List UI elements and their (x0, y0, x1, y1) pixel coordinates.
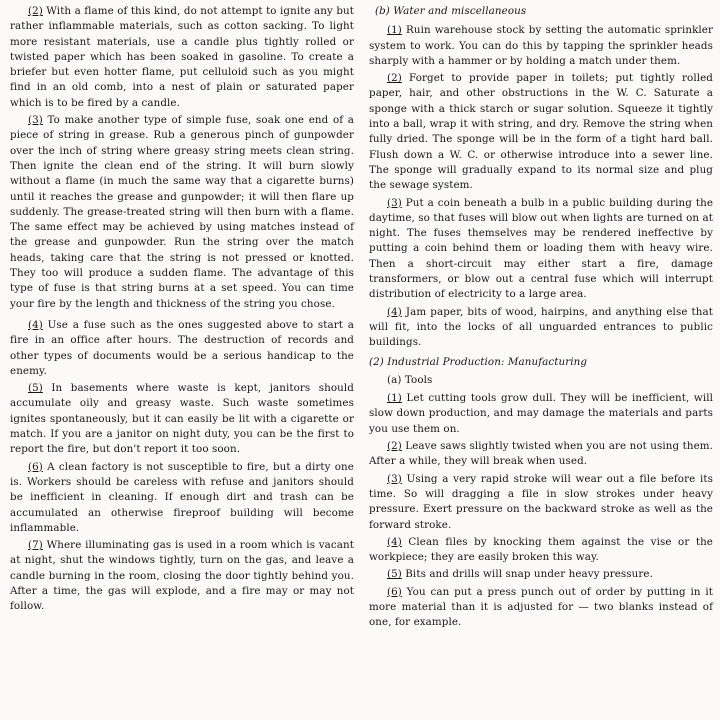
item-number: (6) (28, 460, 43, 473)
paragraph-text: With a flame of this kind, do not attempt to ignite any but rather inflammable materials, such as cotton sacking. To light more resistant materials, use a candle plus tightly rolled or twisted paper which has been soaked in gasoline. To create a briefer but even hotter flame, put celluloid such as you might find in an old comb, into a nest of plain or saturated paper which is to be fired by a candle. (10, 5, 354, 109)
left-column (10, 4, 354, 617)
paragraph (369, 567, 713, 582)
paragraph-text: In basements where waste is kept, janitors should accumulate oily and greasy waste. Such waste sometimes ignites spontaneously, but it can easily be lit with a cigarette or match. If you are a janitor on night duty, you can be the first to report the fire, but don't report it too soon. (10, 382, 354, 456)
item-number: (4) (387, 305, 402, 318)
paragraph (369, 439, 713, 470)
paragraph-text: Use a fuse such as the ones suggested above to start a fire in an office after hours. The destruction of records and other types of documents would be a serious handicap to the enemy. (10, 318, 355, 377)
paragraph-text: Using a very rapid stroke will wear out a file before its time. So will dragging a file in slow strokes under heavy pressure. Exert pressure on the backward stroke as well as the forward stroke. (369, 472, 714, 531)
paragraph (10, 318, 354, 379)
paragraph (369, 585, 713, 631)
paragraph-text: Leave saws slightly twisted when you are not using them. After a while, they will break when used. (369, 440, 714, 468)
paragraph (10, 538, 354, 614)
paragraph-text: Let cutting tools grow dull. They will be inefficient, will slow down production, and may damage the materials and parts you use them on. (369, 392, 714, 435)
item-number: (3) (28, 114, 43, 127)
item-number: (3) (387, 472, 402, 485)
paragraph-text: You can put a press punch out of order by putting in it more material than it is adjusted for — two blanks instead of one, for example. (369, 585, 713, 629)
paragraph-text: Bits and drills will snap under heavy pressure. (405, 568, 654, 581)
item-number: (4) (387, 535, 402, 548)
section-heading: (b) Water and miscellaneous (375, 5, 527, 17)
paragraph (369, 71, 713, 193)
section-heading: (2) Industrial Production: Manufacturing (369, 355, 588, 368)
item-number: (5) (28, 382, 43, 395)
paragraph (369, 472, 713, 533)
subsection-heading: (a) Tools (387, 373, 433, 386)
paragraph-text: To make another type of simple fuse, soak one end of a piece of string in grease. Rub a generous pinch of gunpowder over the inch of string where greasy string meets clean string. Then ignite the clean end of the string. It will burn slowly without a flame (in much the same way that a cigarette burns) until it reaches the grease and gunpowder; it will then flare up suddenly. The grease-treated string will then burn with a flame. The same effect may be achieved by using matches instead of the grease and gunpowder. Run the string over the match heads, taking care that the string is not pressed or knotted. They too will produce a sudden flame. The advantage of this type of fuse is that string burns at a set speed. You can time your fire by the length and thickness of the string you chose. (10, 114, 354, 310)
item-number: (5) (387, 568, 402, 581)
paragraph (369, 535, 713, 566)
paragraph-text: Where illuminating gas is used in a room which is vacant at night, shut the windows tightly, turn on the gas, and leave a candle burning in the room, closing the door tightly behind you. After a time, the gas will explode, and a fire may or may not follow. (10, 539, 354, 613)
right-column (369, 4, 713, 633)
paragraph (10, 460, 354, 536)
paragraph-text: Clean files by knocking them against the vise or the workpiece; they are easily broken this way. (369, 535, 713, 564)
paragraph-text: Jam paper, bits of wood, hairpins, and anything else that will fit, into the locks of all unguarded entrances to public buildings. (369, 305, 713, 349)
paragraph (10, 381, 354, 457)
paragraph-text: Put a coin beneath a bulb in a public building during the daytime, so that fuses will blow out when lights are turned on at night. The fuses themselves may be rendered ineffective by putting a coin behind them or loading them with heavy wire. Then a short-circuit may either start a fire, damage transformers, or blow out a central fuse which will interrupt distribution of electricity to a large area. (369, 196, 714, 301)
paragraph (369, 305, 713, 351)
item-number: (7) (28, 539, 43, 552)
paragraph-text: Forget to provide paper in toilets; put tightly rolled paper, hair, and other obstructions in the W. C. Saturate a sponge with a thick starch or sugar solution. Squeeze it tightly into a ball, wrap it with string, and dry. Remove the string when fully dried. The sponge will be in the form of a tight hard ball. Flush down a W. C. or otherwise introduce into a sewer line. The sponge will gradually expand to its normal size and plug the sewage system. (369, 72, 713, 192)
item-number: (2) (387, 440, 402, 453)
paragraph (369, 391, 713, 437)
item-number: (1) (387, 24, 402, 37)
item-number: (2) (28, 5, 43, 17)
item-number: (3) (387, 196, 402, 209)
paragraph (369, 23, 713, 69)
paragraph-text: A clean factory is not susceptible to fire, but a dirty one is. Workers should be careless with refuse and janitors should be inefficient in cleaning. If enough dirt and trash can be accumulated an otherwise fireproof building will become inflammable. (10, 460, 354, 534)
item-number: (6) (387, 585, 402, 598)
item-number: (2) (387, 72, 402, 85)
paragraph-text: Ruin warehouse stock by setting the automatic sprinkler system to work. You can do this by tapping the sprinkler heads sharply with a hammer or by holding a match under them. (369, 24, 714, 67)
paragraph (10, 4, 354, 111)
item-number: (1) (387, 392, 402, 405)
paragraph (10, 113, 354, 312)
item-number: (4) (28, 318, 43, 331)
paragraph (369, 196, 713, 303)
